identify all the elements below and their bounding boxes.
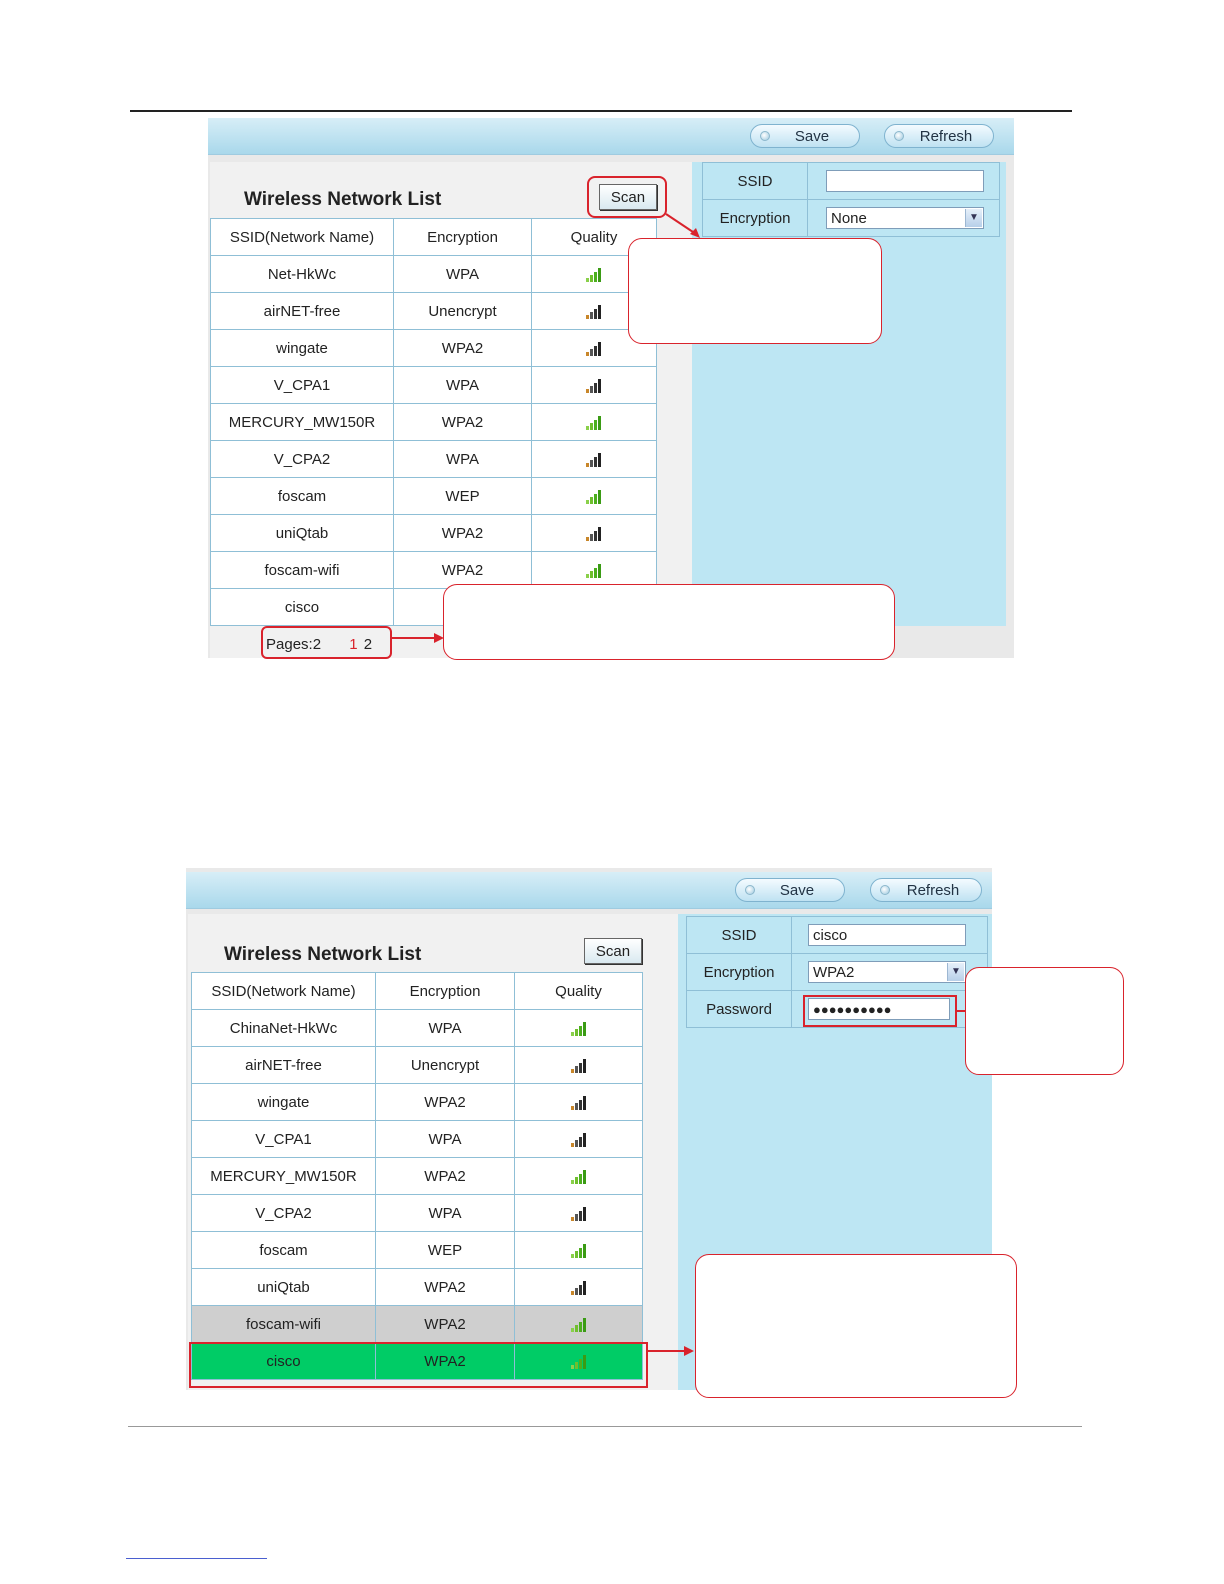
signal-strength-icon <box>585 379 603 393</box>
table-row[interactable] <box>211 552 657 589</box>
pages-label: Pages:2 <box>266 636 322 653</box>
row-quality <box>515 1121 643 1158</box>
list-title: Wireless Network List <box>244 189 442 210</box>
save-button[interactable] <box>735 878 845 902</box>
column-header-encryption: Encryption <box>376 973 515 1010</box>
refresh-label: Refresh <box>906 882 960 899</box>
row-encryption: WPA2 <box>376 1269 515 1306</box>
callout-scan <box>628 238 882 344</box>
table-row[interactable] <box>211 293 657 330</box>
signal-strength-icon <box>585 490 603 504</box>
row-encryption: WPA <box>394 441 532 478</box>
row-quality <box>532 552 657 589</box>
save-icon <box>745 885 755 895</box>
signal-strength-icon <box>570 1096 588 1110</box>
row-ssid: cisco <box>211 589 394 626</box>
column-header-encryption: Encryption <box>394 219 532 256</box>
row-ssid: airNET-free <box>192 1047 376 1084</box>
column-header-ssid: SSID(Network Name) <box>211 219 394 256</box>
ssid-label: SSID <box>703 163 808 200</box>
column-header-ssid: SSID(Network Name) <box>192 973 376 1010</box>
selected-row-arrow <box>646 1343 696 1359</box>
table-row[interactable] <box>192 1121 643 1158</box>
row-quality <box>515 1232 643 1269</box>
table-row[interactable] <box>211 515 657 552</box>
refresh-icon <box>894 131 904 141</box>
row-encryption: WPA <box>376 1010 515 1047</box>
row-encryption: WPA <box>394 367 532 404</box>
row-quality <box>532 478 657 515</box>
signal-strength-icon <box>570 1170 588 1184</box>
encryption-value: WPA2 <box>813 964 855 981</box>
table-row[interactable] <box>211 404 657 441</box>
ssid-label: SSID <box>687 917 792 954</box>
table-row[interactable] <box>192 1010 643 1047</box>
encryption-label: Encryption <box>687 954 792 991</box>
row-ssid: MERCURY_MW150R <box>192 1158 376 1195</box>
row-ssid: foscam <box>211 478 394 515</box>
signal-strength-icon <box>585 453 603 467</box>
row-ssid: airNET-free <box>211 293 394 330</box>
signal-strength-icon <box>570 1244 588 1258</box>
table-row[interactable] <box>192 1195 643 1232</box>
signal-strength-icon <box>570 1133 588 1147</box>
signal-strength-icon <box>585 564 603 578</box>
row-ssid: wingate <box>211 330 394 367</box>
callout-pages <box>443 584 895 660</box>
signal-strength-icon <box>585 342 603 356</box>
encryption-value: None <box>831 210 867 227</box>
signal-strength-icon <box>570 1207 588 1221</box>
row-ssid: MERCURY_MW150R <box>211 404 394 441</box>
footer-rule <box>128 1426 1082 1427</box>
pages-arrow <box>390 630 446 646</box>
table-row[interactable] <box>192 1232 643 1269</box>
scan-arrow <box>664 212 704 240</box>
row-encryption: WPA2 <box>394 404 532 441</box>
select-arrow-icon: ▼ <box>947 963 964 981</box>
signal-strength-icon <box>570 1318 588 1332</box>
signal-strength-icon <box>570 1022 588 1036</box>
pages-highlight <box>261 626 392 659</box>
selected-row-highlight <box>189 1342 648 1388</box>
row-encryption: WEP <box>376 1232 515 1269</box>
row-encryption: WPA2 <box>376 1306 515 1343</box>
scan-button[interactable]: Scan <box>584 938 642 964</box>
row-ssid: foscam-wifi <box>192 1306 376 1343</box>
row-quality <box>532 515 657 552</box>
column-header-quality: Quality <box>515 973 643 1010</box>
row-encryption: WPA2 <box>394 552 532 589</box>
row-ssid: wingate <box>192 1084 376 1121</box>
signal-strength-icon <box>570 1059 588 1073</box>
callout-selected <box>695 1254 1017 1398</box>
row-ssid: Net-HkWc <box>211 256 394 293</box>
row-quality <box>532 441 657 478</box>
signal-strength-icon <box>585 268 603 282</box>
save-label: Save <box>779 882 815 899</box>
row-quality <box>515 1010 643 1047</box>
row-quality <box>515 1158 643 1195</box>
wifi-settings-form <box>702 162 1000 237</box>
signal-strength-icon <box>570 1281 588 1295</box>
row-ssid: foscam <box>192 1232 376 1269</box>
row-encryption: Unencrypt <box>394 293 532 330</box>
network-table <box>210 218 657 626</box>
table-row[interactable] <box>211 441 657 478</box>
table-row[interactable] <box>211 330 657 367</box>
refresh-icon <box>880 885 890 895</box>
password-input[interactable]: ●●●●●●●●●● <box>808 998 950 1020</box>
list-title: Wireless Network List <box>224 944 422 965</box>
row-quality <box>515 1047 643 1084</box>
row-encryption: WPA2 <box>394 515 532 552</box>
table-row[interactable] <box>192 1084 643 1121</box>
row-encryption: WPA <box>376 1195 515 1232</box>
row-ssid: V_CPA2 <box>192 1195 376 1232</box>
password-label: Password <box>687 991 792 1028</box>
row-encryption: WEP <box>394 478 532 515</box>
row-quality <box>515 1269 643 1306</box>
row-ssid: cisco <box>192 1343 376 1380</box>
table-row[interactable] <box>192 1269 643 1306</box>
table-row[interactable] <box>192 1047 643 1084</box>
row-quality <box>532 404 657 441</box>
scan-button[interactable]: Scan <box>599 184 657 210</box>
encryption-select[interactable] <box>826 207 984 229</box>
row-quality <box>532 367 657 404</box>
row-quality <box>515 1306 643 1343</box>
row-encryption: Unencrypt <box>376 1047 515 1084</box>
row-ssid: uniQtab <box>211 515 394 552</box>
row-ssid: foscam-wifi <box>211 552 394 589</box>
row-ssid: V_CPA1 <box>211 367 394 404</box>
save-icon <box>760 131 770 141</box>
refresh-button[interactable] <box>870 878 982 902</box>
column-header-quality: Quality <box>532 219 657 256</box>
row-encryption: WPA <box>376 1121 515 1158</box>
table-row[interactable] <box>211 478 657 515</box>
row-encryption: WPA2 <box>376 1158 515 1195</box>
row-quality <box>515 1084 643 1121</box>
signal-strength-icon <box>585 416 603 430</box>
password-highlight <box>803 995 957 1027</box>
signal-strength-icon <box>585 527 603 541</box>
table-row[interactable] <box>192 1306 643 1343</box>
row-quality <box>515 1195 643 1232</box>
header-rule <box>130 110 1072 112</box>
row-encryption: WPA2 <box>376 1084 515 1121</box>
callout-password <box>965 967 1124 1075</box>
toolbar <box>208 118 1014 155</box>
row-ssid: V_CPA1 <box>192 1121 376 1158</box>
ssid-input[interactable] <box>826 170 984 192</box>
encryption-label: Encryption <box>703 200 808 237</box>
row-ssid: ChinaNet-HkWc <box>192 1010 376 1047</box>
footer-link-underline <box>126 1558 267 1559</box>
row-encryption: WPA2 <box>394 330 532 367</box>
scan-highlight <box>587 176 667 218</box>
refresh-button[interactable] <box>884 124 994 148</box>
encryption-select[interactable] <box>808 961 966 983</box>
ssid-input[interactable]: cisco <box>808 924 966 946</box>
row-encryption: WPA2 <box>376 1343 515 1380</box>
save-button[interactable] <box>750 124 860 148</box>
network-table <box>191 972 643 1380</box>
table-row[interactable] <box>211 367 657 404</box>
select-arrow-icon: ▼ <box>965 209 982 227</box>
table-row[interactable] <box>192 1158 643 1195</box>
page-link-2[interactable]: 2 <box>363 636 373 653</box>
signal-strength-icon <box>585 305 603 319</box>
row-ssid: V_CPA2 <box>211 441 394 478</box>
table-row[interactable] <box>211 256 657 293</box>
save-label: Save <box>794 128 830 145</box>
page-link-1[interactable]: 1 <box>349 636 358 653</box>
toolbar <box>186 872 992 909</box>
refresh-label: Refresh <box>919 128 973 145</box>
row-encryption: WPA <box>394 256 532 293</box>
row-ssid: uniQtab <box>192 1269 376 1306</box>
